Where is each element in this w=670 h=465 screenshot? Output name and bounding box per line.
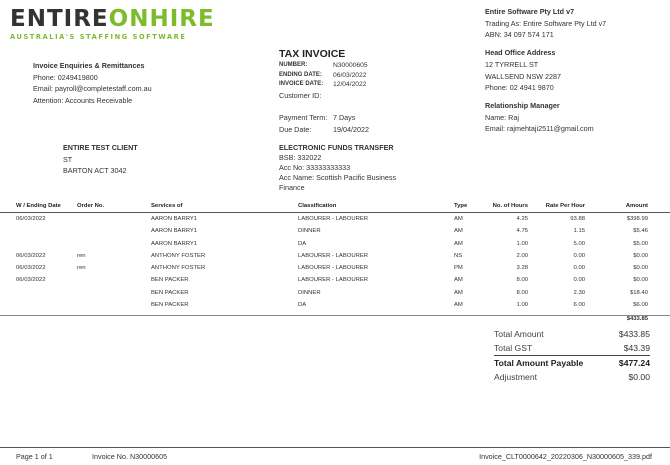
eft-bsb: BSB: 332022 <box>279 153 322 162</box>
tax-invoice-block <box>279 47 368 102</box>
row-amount: $0.00 <box>633 265 648 272</box>
col-header-services-of: Services of <box>151 203 183 209</box>
total-value: $433.85 <box>618 329 650 339</box>
col-header-rate: Rate Per Hour <box>545 203 585 209</box>
row-rate: 0.00 <box>573 277 585 284</box>
row-services-of: AARON BARRY1 <box>151 216 198 222</box>
row-ending-date: 06/03/2022 <box>16 252 46 259</box>
row-amount: $18.40 <box>629 289 648 296</box>
row-hours: 1.00 <box>516 302 528 309</box>
row-hours: 3.28 <box>516 265 528 272</box>
due-date-field <box>279 124 369 136</box>
field-value: 7 Days <box>333 113 356 122</box>
total-label: Total Amount <box>494 329 544 339</box>
col-header-hours: No. of Hours <box>492 203 528 209</box>
invoice-number-field <box>279 61 368 71</box>
table-row <box>0 225 670 237</box>
footer-rule <box>0 447 670 448</box>
enquiries-email: Email: payroll@completestaff.com.au <box>33 84 152 93</box>
row-services-of: BEN PACKER <box>151 289 189 296</box>
client-address-line2: BARTON ACT 3042 <box>63 166 127 175</box>
table-row <box>0 262 670 274</box>
row-amount: $5.00 <box>633 240 648 247</box>
row-classification: LABOURER - LABOURER <box>298 216 369 222</box>
row-hours: 8.00 <box>516 289 528 296</box>
row-services-of: BEN PACKER <box>151 302 189 309</box>
row-ending-date: 06/03/2022 <box>16 277 46 284</box>
client-address-line1: ST <box>63 154 73 164</box>
footer-invoice-number: Invoice No. N30000605 <box>92 452 168 461</box>
row-hours: 8.00 <box>516 277 528 284</box>
company-name: Entire Software Pty Ltd v7 <box>485 7 575 16</box>
row-type: AM <box>454 240 463 247</box>
field-value: 12/04/2022 <box>333 81 367 88</box>
row-amount: $0.00 <box>633 277 648 284</box>
col-header-order-no: Order No. <box>77 203 105 209</box>
table-row <box>0 287 670 299</box>
ending-date-field <box>279 71 368 81</box>
row-classification: DINNER <box>298 289 321 296</box>
client-address-block <box>63 142 138 177</box>
company-logo <box>10 6 215 46</box>
row-services-of: ANTHONY FOSTER <box>151 265 206 272</box>
row-classification: DA <box>298 302 307 309</box>
table-row <box>0 238 670 250</box>
row-hours: 4.25 <box>516 216 528 222</box>
table-subtotal: $433.85 <box>626 316 648 322</box>
head-office-phone: Phone: 02 4941 9870 <box>485 83 554 93</box>
row-amount: $5.46 <box>633 228 648 235</box>
invoice-enquiries-block <box>33 60 152 106</box>
row-classification: LABOURER - LABOURER <box>298 252 369 259</box>
row-rate: 0.00 <box>573 265 585 272</box>
row-classification: LABOURER - LABOURER <box>298 265 369 272</box>
field-label: INVOICE DATE: <box>279 81 324 87</box>
line-items-table <box>0 200 670 311</box>
payment-terms-block <box>279 112 369 135</box>
totals-block <box>494 327 650 384</box>
row-services-of: BEN PACKER <box>151 277 189 284</box>
head-office-address2: WALLSEND NSW 2287 <box>485 71 562 81</box>
eft-acc-name: Acc Name: Scottish Pacific Business Finance <box>279 173 397 192</box>
col-header-ending-date: W / Ending Date <box>16 203 61 209</box>
relationship-manager-email: Email: rajmehtaji2511@gmail.com <box>485 124 594 134</box>
row-hours: 2.00 <box>516 252 528 259</box>
col-header-type: Type <box>454 203 468 209</box>
row-ending-date: 06/03/2022 <box>16 265 46 272</box>
field-value: N30000605 <box>333 62 368 69</box>
head-office-title: Head Office Address <box>485 48 556 58</box>
row-rate: 5.00 <box>573 240 585 247</box>
row-amount: $398.99 <box>626 216 648 222</box>
field-value: 19/04/2022 <box>333 124 369 134</box>
relationship-manager-name: Name: Raj <box>485 112 519 122</box>
row-type: NS <box>454 252 463 259</box>
row-type: AM <box>454 228 463 235</box>
table-divider <box>0 315 670 316</box>
row-services-of: AARON BARRY1 <box>151 240 198 247</box>
tax-invoice-title: TAX INVOICE <box>279 48 346 60</box>
table-body <box>0 213 670 311</box>
footer-filename: Invoice_CLT0000642_20220306_N30000605_339.pdf <box>479 452 652 461</box>
row-amount: $6.00 <box>633 302 648 309</box>
table-header <box>0 200 670 213</box>
company-abn: ABN: 34 097 574 171 <box>485 30 554 40</box>
row-rate: 1.15 <box>573 228 585 235</box>
total-label: Total Amount Payable <box>494 358 584 368</box>
enquiries-title: Invoice Enquiries & Remittances <box>33 61 145 70</box>
table-row <box>0 299 670 311</box>
row-services-of: ANTHONY FOSTER <box>151 252 206 259</box>
col-header-amount: Amount <box>625 203 648 209</box>
row-order-no: ren <box>77 252 86 259</box>
table-row <box>0 250 670 262</box>
enquiries-phone: Phone: 0249419800 <box>33 72 98 82</box>
invoice-date-field <box>279 80 368 90</box>
row-type: AM <box>454 289 463 296</box>
logo-tagline: AUSTRALIA'S STAFFING SOFTWARE <box>10 33 187 41</box>
total-value: $43.39 <box>623 343 650 353</box>
field-label: NUMBER: <box>279 62 308 68</box>
row-type: AM <box>454 302 463 309</box>
total-gst-row <box>494 341 650 355</box>
logo-word-dark: ENTIRE <box>10 6 109 32</box>
eft-title: ELECTRONIC FUNDS TRANSFER <box>279 143 394 152</box>
row-type: AM <box>454 277 463 284</box>
head-office-address1: 12 TYRRELL ST <box>485 59 539 69</box>
table-row <box>0 213 670 225</box>
row-hours: 4.75 <box>516 228 528 235</box>
row-rate: 2.30 <box>573 289 585 296</box>
company-trading-as: Trading As: Entire Software Pty Ltd v7 <box>485 18 607 28</box>
eft-acc-no: Acc No: 33333333333 <box>279 163 351 172</box>
row-classification: LABOURER - LABOURER <box>298 277 369 284</box>
row-rate: 93.88 <box>570 216 585 222</box>
logo-word-green: ONHIRE <box>108 6 215 32</box>
row-type: AM <box>454 216 463 222</box>
relationship-manager-title: Relationship Manager <box>485 100 560 110</box>
field-label: Due Date: <box>279 124 312 134</box>
total-payable-row <box>494 356 650 370</box>
row-classification: DA <box>298 240 307 247</box>
adjustment-row <box>494 370 650 384</box>
payment-term-field <box>279 112 369 124</box>
total-label: Total GST <box>494 343 533 353</box>
row-services-of: AARON BARRY1 <box>151 228 198 235</box>
col-header-classification: Classification <box>298 203 337 209</box>
logo-wordmark <box>10 6 215 32</box>
field-value: 06/03/2022 <box>333 71 367 79</box>
company-info-block <box>485 6 606 135</box>
total-label: Adjustment <box>494 372 537 382</box>
row-ending-date: 06/03/2022 <box>16 216 46 222</box>
row-classification: DINNER <box>298 228 321 235</box>
row-hours: 1.00 <box>516 240 528 247</box>
table-row <box>0 274 670 286</box>
row-type: PM <box>454 265 463 272</box>
field-label: ENDING DATE: <box>279 71 322 78</box>
row-rate: 0.00 <box>573 252 585 259</box>
eft-block <box>279 142 419 193</box>
total-value: $0.00 <box>628 372 650 382</box>
total-value: $477.24 <box>618 358 650 368</box>
footer-page-number: Page 1 of 1 <box>16 452 53 461</box>
enquiries-attention: Attention: Accounts Receivable <box>33 95 133 105</box>
row-order-no: ren <box>77 265 86 272</box>
customer-id: Customer ID: <box>279 90 322 100</box>
row-rate: 6.00 <box>573 302 585 309</box>
total-amount-row <box>494 327 650 341</box>
client-name: ENTIRE TEST CLIENT <box>63 143 138 152</box>
row-amount: $0.00 <box>633 252 648 259</box>
field-label: Payment Term: <box>279 113 328 122</box>
